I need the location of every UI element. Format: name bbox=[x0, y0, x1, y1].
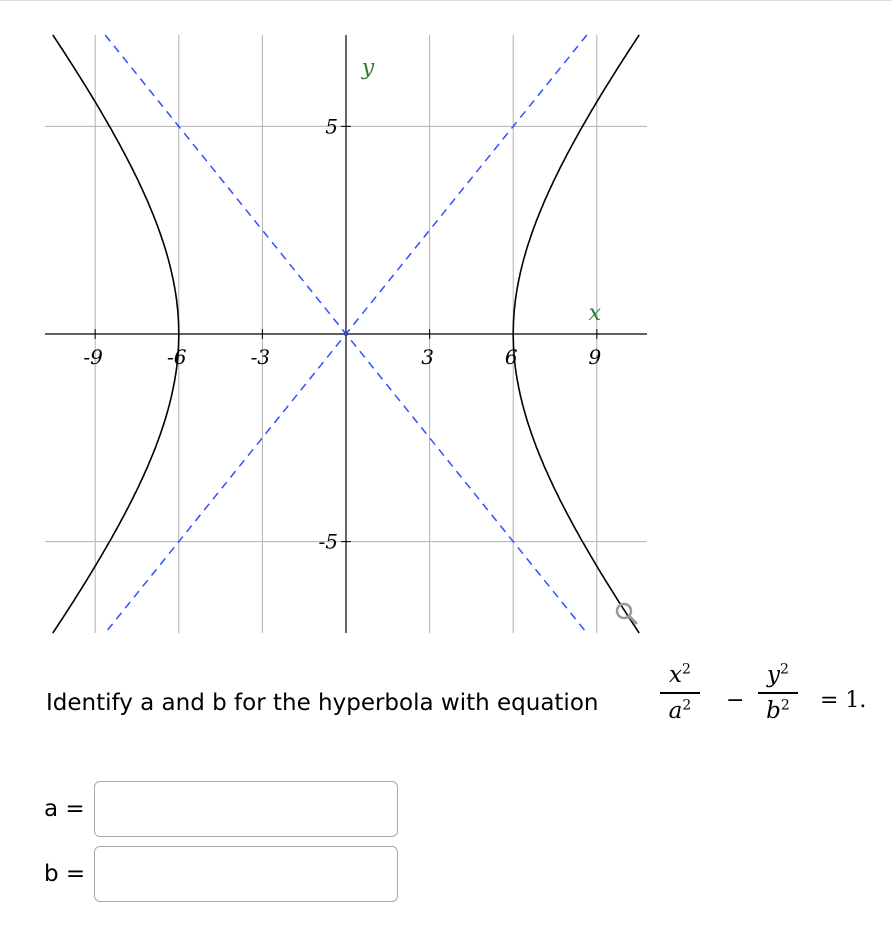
y-tick-label: 5 bbox=[325, 114, 338, 139]
x-tick-label: -3 bbox=[250, 345, 271, 369]
x-tick-label: -6 bbox=[167, 345, 187, 369]
a-input[interactable] bbox=[94, 781, 398, 837]
a-label: a = bbox=[44, 796, 85, 822]
equals-one: = 1. bbox=[820, 688, 867, 713]
b-input[interactable] bbox=[94, 846, 398, 902]
b-label: b = bbox=[44, 861, 86, 887]
y-over-b-fraction: $y^2$ $b^2$ bbox=[758, 662, 798, 724]
a-answer-row bbox=[44, 781, 398, 837]
x-tick-label: 9 bbox=[588, 345, 602, 369]
x-tick-label: 3 bbox=[421, 345, 434, 369]
magnifier-icon[interactable] bbox=[614, 601, 638, 625]
x-tick-label: -9 bbox=[83, 345, 103, 369]
minus-sign: − bbox=[726, 688, 745, 713]
b-answer-row bbox=[44, 846, 398, 902]
x-tick-label: 6 bbox=[504, 345, 518, 369]
x-axis-label: x bbox=[588, 301, 602, 326]
y-axis-label: y bbox=[361, 55, 375, 81]
question-text: Identify a and b for the hyperbola with equation bbox=[46, 690, 599, 716]
y-tick-label: -5 bbox=[318, 529, 338, 554]
x-over-a-fraction: $x^2$ $a^2$ bbox=[660, 662, 700, 724]
